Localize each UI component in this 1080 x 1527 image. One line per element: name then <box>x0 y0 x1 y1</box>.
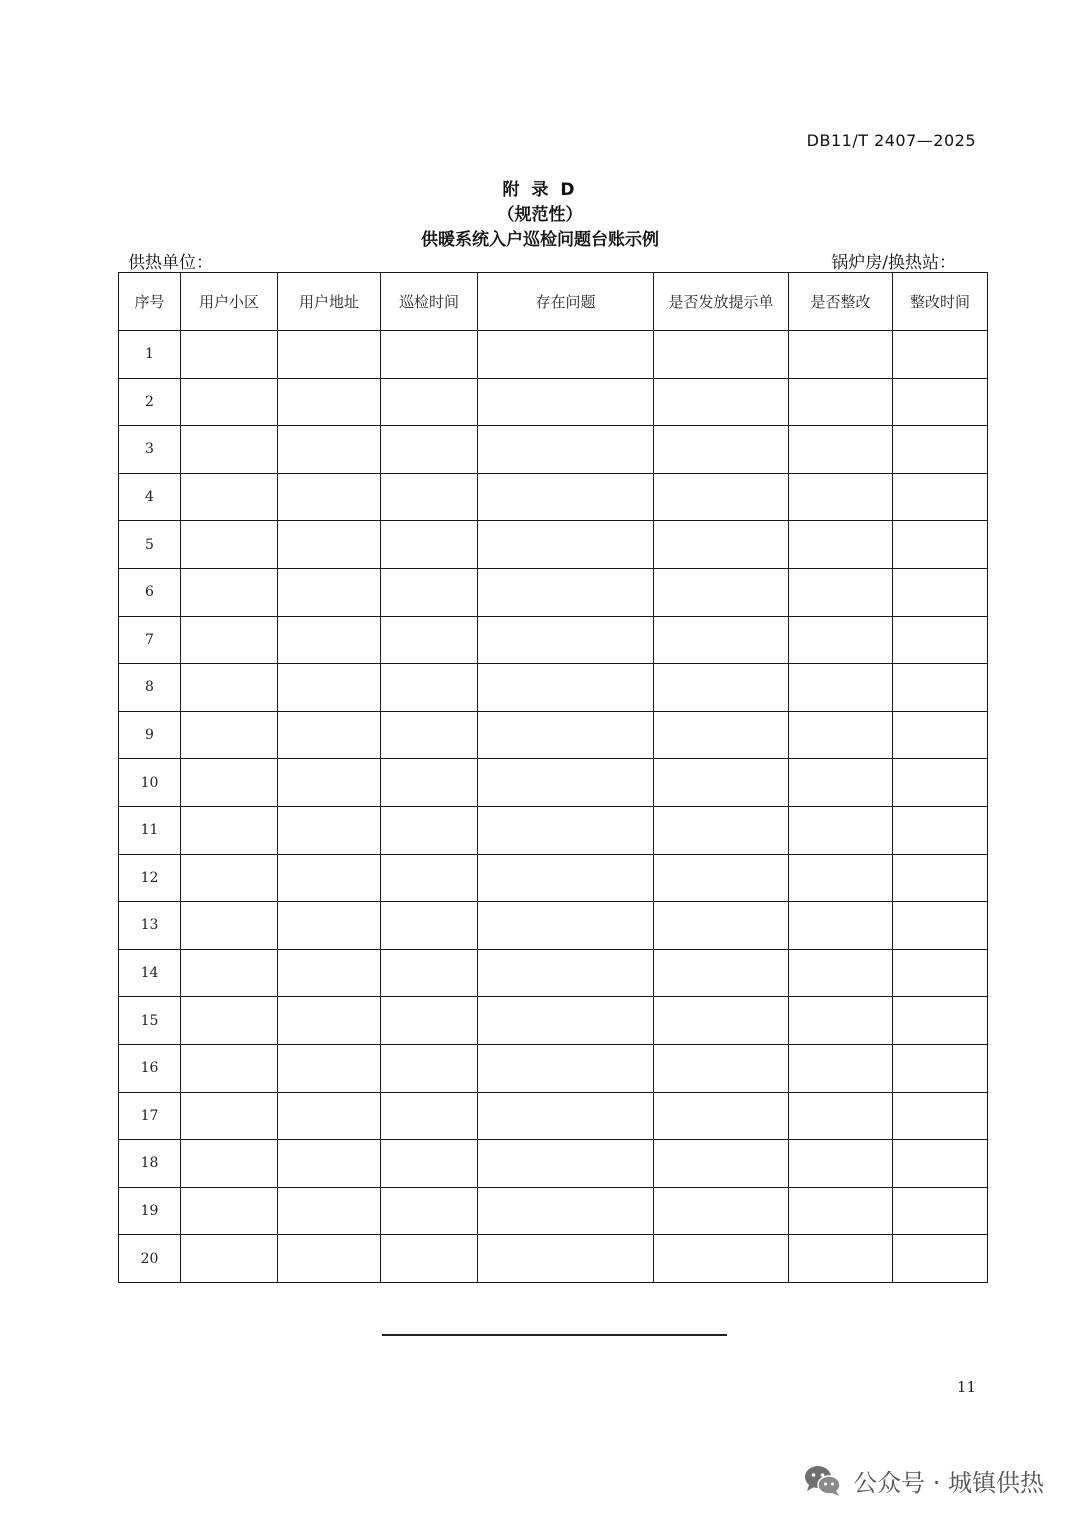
empty-cell <box>278 473 381 521</box>
empty-cell <box>478 664 654 712</box>
empty-cell <box>654 854 789 902</box>
empty-cell <box>893 1235 988 1283</box>
empty-cell <box>654 1235 789 1283</box>
empty-cell <box>654 378 789 426</box>
empty-cell <box>381 664 478 712</box>
empty-cell <box>893 568 988 616</box>
wechat-icon <box>803 1464 843 1498</box>
empty-cell <box>381 378 478 426</box>
footer-rule <box>382 1334 727 1336</box>
empty-cell <box>789 1187 893 1235</box>
empty-cell <box>278 1187 381 1235</box>
empty-cell <box>381 426 478 474</box>
empty-cell <box>381 1187 478 1235</box>
empty-cell <box>381 1044 478 1092</box>
column-header: 巡检时间 <box>381 273 478 331</box>
empty-cell <box>789 854 893 902</box>
empty-cell <box>654 1140 789 1188</box>
empty-cell <box>789 426 893 474</box>
empty-cell <box>478 426 654 474</box>
row-number-cell: 16 <box>119 1044 181 1092</box>
table-row <box>119 1044 988 1092</box>
table-row <box>119 568 988 616</box>
empty-cell <box>181 331 278 379</box>
empty-cell <box>654 426 789 474</box>
empty-cell <box>893 902 988 950</box>
empty-cell <box>893 378 988 426</box>
empty-cell <box>654 616 789 664</box>
table-row <box>119 759 988 807</box>
empty-cell <box>278 997 381 1045</box>
column-header: 整改时间 <box>893 273 988 331</box>
watermark <box>803 1463 1044 1498</box>
empty-cell <box>893 1092 988 1140</box>
empty-cell <box>278 806 381 854</box>
empty-cell <box>789 1235 893 1283</box>
empty-cell <box>278 711 381 759</box>
empty-cell <box>181 378 278 426</box>
table-row <box>119 1140 988 1188</box>
row-number-cell: 2 <box>119 378 181 426</box>
empty-cell <box>381 616 478 664</box>
empty-cell <box>381 568 478 616</box>
empty-cell <box>789 331 893 379</box>
empty-cell <box>478 806 654 854</box>
row-number-cell: 15 <box>119 997 181 1045</box>
empty-cell <box>181 1092 278 1140</box>
column-header: 序号 <box>119 273 181 331</box>
row-number-cell: 1 <box>119 331 181 379</box>
empty-cell <box>381 331 478 379</box>
empty-cell <box>278 902 381 950</box>
empty-cell <box>181 759 278 807</box>
empty-cell <box>478 949 654 997</box>
table-row <box>119 616 988 664</box>
empty-cell <box>181 949 278 997</box>
empty-cell <box>789 568 893 616</box>
row-number-cell: 8 <box>119 664 181 712</box>
row-number-cell: 3 <box>119 426 181 474</box>
empty-cell <box>654 473 789 521</box>
empty-cell <box>654 759 789 807</box>
empty-cell <box>381 711 478 759</box>
row-number-cell: 5 <box>119 521 181 569</box>
empty-cell <box>654 711 789 759</box>
table-row <box>119 473 988 521</box>
table-row <box>119 1235 988 1283</box>
table-row <box>119 854 988 902</box>
empty-cell <box>893 1140 988 1188</box>
empty-cell <box>381 1235 478 1283</box>
empty-cell <box>789 1092 893 1140</box>
empty-cell <box>478 902 654 950</box>
empty-cell <box>478 854 654 902</box>
table-row <box>119 949 988 997</box>
column-header: 是否发放提示单 <box>654 273 789 331</box>
table-row <box>119 664 988 712</box>
empty-cell <box>278 949 381 997</box>
empty-cell <box>654 949 789 997</box>
empty-cell <box>893 426 988 474</box>
empty-cell <box>381 949 478 997</box>
empty-cell <box>789 711 893 759</box>
row-number-cell: 12 <box>119 854 181 902</box>
empty-cell <box>278 664 381 712</box>
empty-cell <box>893 949 988 997</box>
empty-cell <box>381 806 478 854</box>
empty-cell <box>278 616 381 664</box>
empty-cell <box>478 997 654 1045</box>
empty-cell <box>478 331 654 379</box>
empty-cell <box>478 1187 654 1235</box>
column-header: 存在问题 <box>478 273 654 331</box>
standard-code: DB11/T 2407—2025 <box>806 131 976 150</box>
empty-cell <box>181 806 278 854</box>
empty-cell <box>278 1092 381 1140</box>
row-number-cell: 13 <box>119 902 181 950</box>
empty-cell <box>381 997 478 1045</box>
document-title: 供暖系统入户巡检问题台账示例 <box>421 230 659 250</box>
empty-cell <box>893 616 988 664</box>
row-number-cell: 17 <box>119 1092 181 1140</box>
table-row <box>119 902 988 950</box>
empty-cell <box>478 378 654 426</box>
empty-cell <box>654 997 789 1045</box>
empty-cell <box>278 378 381 426</box>
column-header: 用户地址 <box>278 273 381 331</box>
empty-cell <box>381 473 478 521</box>
empty-cell <box>478 1140 654 1188</box>
empty-cell <box>893 759 988 807</box>
empty-cell <box>789 1044 893 1092</box>
empty-cell <box>893 711 988 759</box>
empty-cell <box>893 806 988 854</box>
appendix-heading: 附 录 D <box>502 180 578 200</box>
empty-cell <box>278 426 381 474</box>
empty-cell <box>478 711 654 759</box>
empty-cell <box>789 521 893 569</box>
page-number: 11 <box>956 1378 976 1396</box>
empty-cell <box>893 331 988 379</box>
empty-cell <box>478 1044 654 1092</box>
empty-cell <box>654 521 789 569</box>
empty-cell <box>893 997 988 1045</box>
empty-cell <box>181 1140 278 1188</box>
table-row <box>119 806 988 854</box>
empty-cell <box>278 521 381 569</box>
inspection-ledger-table <box>118 272 988 1283</box>
empty-cell <box>478 616 654 664</box>
empty-cell <box>789 759 893 807</box>
empty-cell <box>278 568 381 616</box>
row-number-cell: 10 <box>119 759 181 807</box>
row-number-cell: 6 <box>119 568 181 616</box>
empty-cell <box>654 1092 789 1140</box>
table-row <box>119 426 988 474</box>
empty-cell <box>181 664 278 712</box>
empty-cell <box>654 664 789 712</box>
empty-cell <box>478 1235 654 1283</box>
empty-cell <box>789 664 893 712</box>
empty-cell <box>181 473 278 521</box>
empty-cell <box>181 854 278 902</box>
empty-cell <box>181 1187 278 1235</box>
table-row <box>119 1092 988 1140</box>
row-number-cell: 7 <box>119 616 181 664</box>
empty-cell <box>278 1140 381 1188</box>
table-row <box>119 521 988 569</box>
column-header: 是否整改 <box>789 273 893 331</box>
row-number-cell: 19 <box>119 1187 181 1235</box>
empty-cell <box>893 854 988 902</box>
empty-cell <box>381 1140 478 1188</box>
empty-cell <box>381 759 478 807</box>
empty-cell <box>789 997 893 1045</box>
empty-cell <box>181 711 278 759</box>
empty-cell <box>893 473 988 521</box>
empty-cell <box>654 331 789 379</box>
empty-cell <box>381 521 478 569</box>
row-number-cell: 9 <box>119 711 181 759</box>
empty-cell <box>789 378 893 426</box>
empty-cell <box>181 902 278 950</box>
empty-cell <box>654 568 789 616</box>
empty-cell <box>789 473 893 521</box>
empty-cell <box>181 997 278 1045</box>
boiler-station-label: 锅炉房/换热站： <box>831 253 956 273</box>
row-number-cell: 18 <box>119 1140 181 1188</box>
empty-cell <box>181 616 278 664</box>
watermark-text: 公众号 · 城镇供热 <box>853 1469 1044 1497</box>
table-row <box>119 997 988 1045</box>
empty-cell <box>654 806 789 854</box>
column-header: 用户小区 <box>181 273 278 331</box>
empty-cell <box>278 854 381 902</box>
empty-cell <box>278 1044 381 1092</box>
empty-cell <box>478 759 654 807</box>
empty-cell <box>381 854 478 902</box>
empty-cell <box>789 616 893 664</box>
table-row <box>119 378 988 426</box>
empty-cell <box>478 521 654 569</box>
row-number-cell: 14 <box>119 949 181 997</box>
row-number-cell: 4 <box>119 473 181 521</box>
empty-cell <box>893 1187 988 1235</box>
empty-cell <box>654 902 789 950</box>
empty-cell <box>181 521 278 569</box>
empty-cell <box>181 426 278 474</box>
empty-cell <box>789 1140 893 1188</box>
empty-cell <box>278 331 381 379</box>
empty-cell <box>478 473 654 521</box>
empty-cell <box>789 902 893 950</box>
empty-cell <box>278 1235 381 1283</box>
heating-unit-label: 供热单位： <box>128 253 213 273</box>
empty-cell <box>893 521 988 569</box>
row-number-cell: 20 <box>119 1235 181 1283</box>
empty-cell <box>478 1092 654 1140</box>
normative-label: （规范性） <box>497 205 583 225</box>
empty-cell <box>181 1235 278 1283</box>
empty-cell <box>478 568 654 616</box>
empty-cell <box>181 568 278 616</box>
row-number-cell: 11 <box>119 806 181 854</box>
empty-cell <box>789 806 893 854</box>
empty-cell <box>893 664 988 712</box>
empty-cell <box>381 1092 478 1140</box>
empty-cell <box>381 902 478 950</box>
empty-cell <box>181 1044 278 1092</box>
empty-cell <box>789 949 893 997</box>
table-header-row <box>119 273 988 331</box>
empty-cell <box>278 759 381 807</box>
table-row <box>119 331 988 379</box>
empty-cell <box>654 1187 789 1235</box>
table-row <box>119 1187 988 1235</box>
table-row <box>119 711 988 759</box>
empty-cell <box>654 1044 789 1092</box>
empty-cell <box>893 1044 988 1092</box>
